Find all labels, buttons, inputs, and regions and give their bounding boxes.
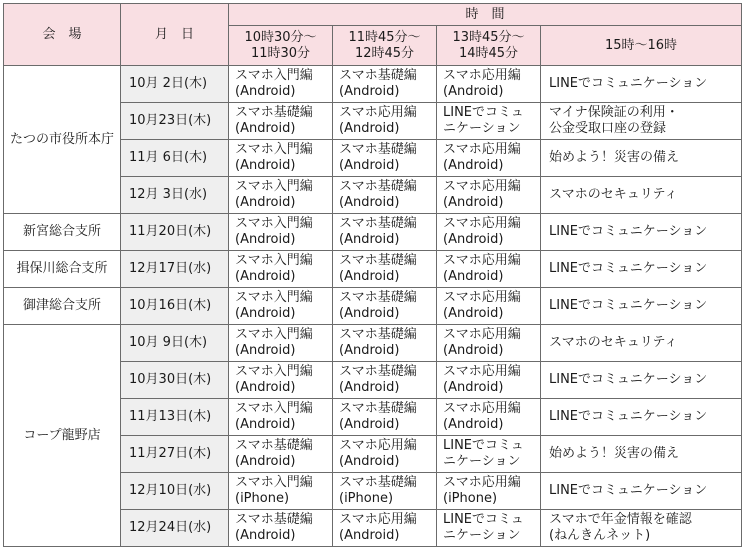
session-line: (Android) bbox=[339, 84, 400, 99]
session-line: スマホ入門編 bbox=[235, 68, 313, 83]
date-cell: 10月23日(木) bbox=[121, 103, 229, 140]
session-line: (ねんきんネット) bbox=[549, 528, 651, 543]
date-cell: 10月 9日(木) bbox=[121, 325, 229, 362]
date-cell: 10月30日(木) bbox=[121, 362, 229, 399]
session-line: LINEでコミュニケーション bbox=[549, 372, 708, 387]
session-cell bbox=[333, 251, 437, 288]
session-cell bbox=[437, 325, 541, 362]
table-row bbox=[4, 66, 742, 103]
session-line: スマホ入門編 bbox=[235, 327, 313, 342]
session-line: スマホ基礎編 bbox=[339, 401, 417, 416]
session-line: LINEでコミュ bbox=[443, 512, 524, 527]
session-cell bbox=[229, 473, 333, 510]
date-cell: 12月 3日(水) bbox=[121, 177, 229, 214]
session-line: スマホ基礎編 bbox=[339, 68, 417, 83]
schedule-table bbox=[3, 3, 742, 547]
session-line: ニケーション bbox=[443, 121, 521, 136]
date-cell: 11月 6日(木) bbox=[121, 140, 229, 177]
session-line: (Android) bbox=[235, 195, 296, 210]
session-line: スマホ応用編 bbox=[339, 105, 417, 120]
session-line: スマホ基礎編 bbox=[235, 105, 313, 120]
session-cell-afternoon bbox=[541, 103, 742, 140]
table-row bbox=[4, 288, 742, 325]
slot-header-1: 10時30分～ 11時30分 bbox=[229, 26, 333, 66]
session-line: スマホ応用編 bbox=[443, 179, 521, 194]
session-cell bbox=[333, 436, 437, 473]
date-cell: 10月16日(木) bbox=[121, 288, 229, 325]
venue-cell: 御津総合支所 bbox=[4, 288, 121, 325]
session-cell-afternoon bbox=[541, 288, 742, 325]
session-line: スマホ入門編 bbox=[235, 179, 313, 194]
session-line: スマホ入門編 bbox=[235, 142, 313, 157]
date-cell: 12月24日(水) bbox=[121, 510, 229, 547]
session-cell-afternoon bbox=[541, 66, 742, 103]
session-line: 始めよう！災害の備え bbox=[549, 150, 680, 165]
session-cell bbox=[437, 288, 541, 325]
session-line: スマホ応用編 bbox=[339, 438, 417, 453]
session-cell-afternoon bbox=[541, 251, 742, 288]
session-cell bbox=[229, 510, 333, 547]
session-line: (Android) bbox=[339, 454, 400, 469]
venue-cell: 揖保川総合支所 bbox=[4, 251, 121, 288]
session-line: (Android) bbox=[443, 158, 504, 173]
session-cell bbox=[229, 140, 333, 177]
session-cell-afternoon bbox=[541, 510, 742, 547]
session-line: LINEでコミュニケーション bbox=[549, 483, 708, 498]
session-line: (iPhone) bbox=[235, 491, 290, 506]
date-cell: 11月20日(木) bbox=[121, 214, 229, 251]
session-cell-afternoon bbox=[541, 325, 742, 362]
session-cell bbox=[437, 214, 541, 251]
session-cell bbox=[437, 177, 541, 214]
session-line: ニケーション bbox=[443, 454, 521, 469]
session-cell-afternoon bbox=[541, 362, 742, 399]
session-line: (Android) bbox=[443, 195, 504, 210]
session-line: LINEでコミュニケーション bbox=[549, 76, 708, 91]
session-line: (Android) bbox=[235, 158, 296, 173]
session-line: 始めよう！災害の備え bbox=[549, 446, 680, 461]
date-cell: 10月 2日(木) bbox=[121, 66, 229, 103]
session-cell bbox=[437, 510, 541, 547]
session-cell bbox=[333, 473, 437, 510]
session-line: スマホ基礎編 bbox=[339, 327, 417, 342]
table-row bbox=[4, 214, 742, 251]
session-cell bbox=[333, 325, 437, 362]
session-line: スマホ基礎編 bbox=[339, 290, 417, 305]
date-cell: 11月27日(木) bbox=[121, 436, 229, 473]
table-header bbox=[4, 4, 742, 66]
session-cell bbox=[229, 251, 333, 288]
session-line: スマホ基礎編 bbox=[235, 512, 313, 527]
session-line: LINEでコミュニケーション bbox=[549, 224, 708, 239]
session-line: (Android) bbox=[339, 417, 400, 432]
session-line: スマホ応用編 bbox=[443, 364, 521, 379]
session-cell bbox=[229, 288, 333, 325]
session-line: LINEでコミュ bbox=[443, 438, 524, 453]
venue-cell: コープ龍野店 bbox=[4, 325, 121, 547]
session-cell bbox=[229, 399, 333, 436]
session-cell bbox=[437, 140, 541, 177]
session-line: 公金受取口座の登録 bbox=[549, 121, 667, 136]
session-line: (Android) bbox=[443, 84, 504, 99]
session-line: LINEでコミュニケーション bbox=[549, 409, 708, 424]
session-line: スマホ応用編 bbox=[443, 253, 521, 268]
session-line: (iPhone) bbox=[443, 491, 498, 506]
session-cell bbox=[229, 66, 333, 103]
slot-header-2: 11時45分～ 12時45分 bbox=[333, 26, 437, 66]
session-cell bbox=[437, 399, 541, 436]
session-line: (Android) bbox=[339, 343, 400, 358]
session-line: スマホ応用編 bbox=[443, 290, 521, 305]
time-group-header: 時 間 bbox=[229, 4, 742, 26]
session-line: (Android) bbox=[339, 306, 400, 321]
session-cell bbox=[333, 66, 437, 103]
session-line: (iPhone) bbox=[339, 491, 394, 506]
session-cell bbox=[437, 66, 541, 103]
session-line: スマホ応用編 bbox=[443, 216, 521, 231]
session-line: スマホ応用編 bbox=[443, 475, 521, 490]
session-line: スマホ基礎編 bbox=[339, 253, 417, 268]
table-body bbox=[4, 66, 742, 547]
session-line: (Android) bbox=[339, 528, 400, 543]
session-line: スマホ入門編 bbox=[235, 401, 313, 416]
session-line: (Android) bbox=[235, 232, 296, 247]
session-line: (Android) bbox=[235, 121, 296, 136]
session-cell bbox=[437, 473, 541, 510]
session-line: ニケーション bbox=[443, 528, 521, 543]
session-line: スマホ入門編 bbox=[235, 253, 313, 268]
session-line: (Android) bbox=[235, 84, 296, 99]
session-line: スマホで年金情報を確認 bbox=[549, 512, 692, 527]
session-line: (Android) bbox=[339, 195, 400, 210]
session-line: (Android) bbox=[339, 380, 400, 395]
session-line: スマホ入門編 bbox=[235, 475, 313, 490]
session-line: スマホ基礎編 bbox=[339, 475, 417, 490]
session-line: (Android) bbox=[443, 380, 504, 395]
session-line: スマホのセキュリティ bbox=[549, 187, 678, 202]
session-cell bbox=[333, 362, 437, 399]
session-line: (Android) bbox=[443, 232, 504, 247]
session-line: (Android) bbox=[443, 306, 504, 321]
session-line: LINEでコミュニケーション bbox=[549, 298, 708, 313]
session-line: (Android) bbox=[235, 454, 296, 469]
session-line: (Android) bbox=[235, 269, 296, 284]
session-line: スマホ入門編 bbox=[235, 290, 313, 305]
session-line: スマホ応用編 bbox=[443, 68, 521, 83]
session-line: スマホ基礎編 bbox=[339, 364, 417, 379]
session-cell bbox=[437, 362, 541, 399]
table-row bbox=[4, 325, 742, 362]
session-cell-afternoon bbox=[541, 177, 742, 214]
date-header: 月 日 bbox=[121, 4, 229, 66]
session-line: (Android) bbox=[235, 306, 296, 321]
session-cell bbox=[333, 140, 437, 177]
session-cell-afternoon bbox=[541, 473, 742, 510]
slot-header-3: 13時45分～ 14時45分 bbox=[437, 26, 541, 66]
session-cell bbox=[229, 103, 333, 140]
session-line: スマホ基礎編 bbox=[235, 438, 313, 453]
session-cell bbox=[333, 103, 437, 140]
session-line: スマホ入門編 bbox=[235, 216, 313, 231]
session-line: スマホ応用編 bbox=[443, 142, 521, 157]
session-cell bbox=[229, 325, 333, 362]
session-cell bbox=[333, 510, 437, 547]
session-line: スマホ基礎編 bbox=[339, 142, 417, 157]
session-cell bbox=[333, 288, 437, 325]
session-line: スマホ応用編 bbox=[443, 327, 521, 342]
session-cell bbox=[333, 177, 437, 214]
session-cell-afternoon bbox=[541, 399, 742, 436]
date-cell: 11月13日(木) bbox=[121, 399, 229, 436]
session-cell bbox=[437, 251, 541, 288]
session-cell bbox=[229, 362, 333, 399]
session-line: スマホ入門編 bbox=[235, 364, 313, 379]
session-cell bbox=[229, 436, 333, 473]
session-line: (Android) bbox=[235, 528, 296, 543]
session-line: (Android) bbox=[235, 380, 296, 395]
session-line: マイナ保険証の利用・ bbox=[549, 105, 679, 120]
session-cell-afternoon bbox=[541, 436, 742, 473]
session-cell bbox=[229, 177, 333, 214]
venue-cell: たつの市役所本庁 bbox=[4, 66, 121, 214]
session-line: スマホ応用編 bbox=[339, 512, 417, 527]
venue-header: 会 場 bbox=[4, 4, 121, 66]
session-line: (Android) bbox=[235, 417, 296, 432]
session-cell-afternoon bbox=[541, 140, 742, 177]
session-line: スマホのセキュリティ bbox=[549, 335, 678, 350]
session-cell bbox=[229, 214, 333, 251]
date-cell: 12月17日(水) bbox=[121, 251, 229, 288]
session-line: スマホ応用編 bbox=[443, 401, 521, 416]
table-row bbox=[4, 251, 742, 288]
session-line: (Android) bbox=[443, 343, 504, 358]
session-line: (Android) bbox=[339, 158, 400, 173]
session-line: LINEでコミュニケーション bbox=[549, 261, 708, 276]
session-line: (Android) bbox=[339, 121, 400, 136]
session-cell bbox=[333, 214, 437, 251]
session-line: (Android) bbox=[339, 269, 400, 284]
session-line: (Android) bbox=[443, 269, 504, 284]
session-cell bbox=[437, 103, 541, 140]
session-line: (Android) bbox=[339, 232, 400, 247]
venue-cell: 新宮総合支所 bbox=[4, 214, 121, 251]
session-line: (Android) bbox=[235, 343, 296, 358]
session-line: LINEでコミュ bbox=[443, 105, 524, 120]
session-line: (Android) bbox=[443, 417, 504, 432]
session-cell-afternoon bbox=[541, 214, 742, 251]
session-cell bbox=[333, 399, 437, 436]
date-cell: 12月10日(水) bbox=[121, 473, 229, 510]
session-line: スマホ基礎編 bbox=[339, 216, 417, 231]
session-line: スマホ基礎編 bbox=[339, 179, 417, 194]
session-cell bbox=[437, 436, 541, 473]
slot-header-4: 15時～16時 bbox=[541, 26, 742, 66]
